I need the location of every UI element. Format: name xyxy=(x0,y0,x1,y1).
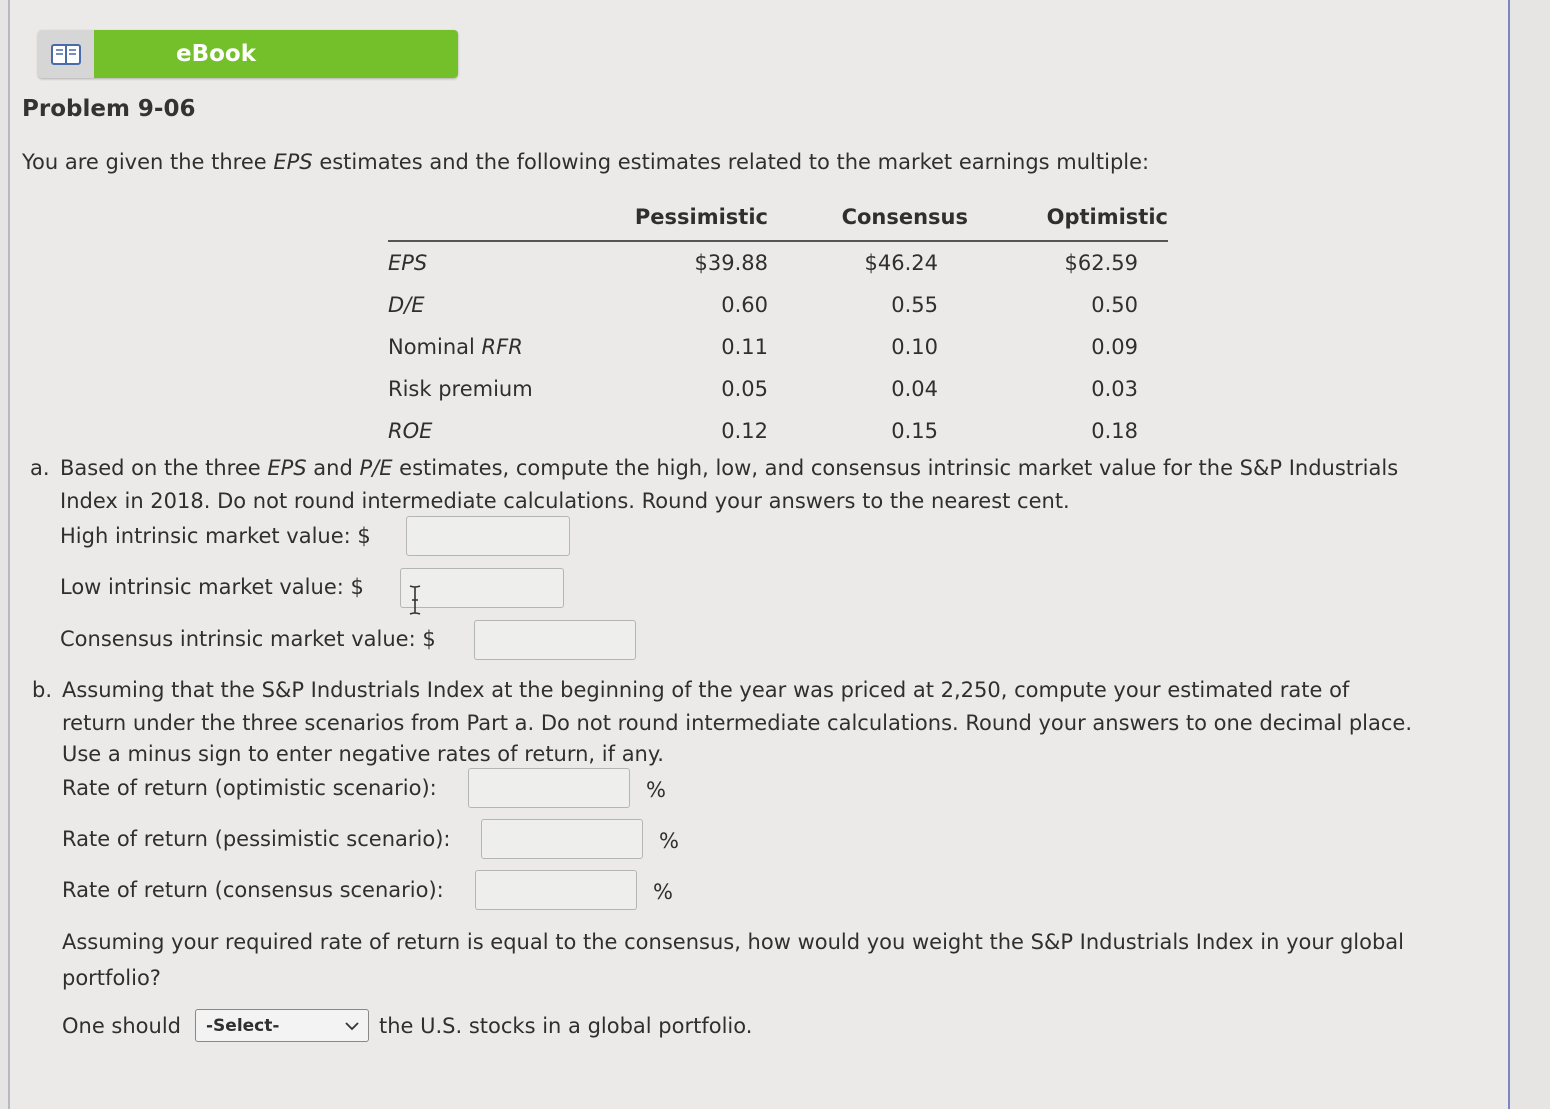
estimates-table xyxy=(388,200,1168,452)
one-should-label: One should xyxy=(62,1014,182,1038)
pessimistic-return-label: Rate of return (pessimistic scenario): xyxy=(62,827,451,851)
consensus-value-label: Consensus intrinsic market value: $ xyxy=(60,627,436,651)
high-value-input[interactable] xyxy=(406,516,570,556)
table-header-row xyxy=(388,200,1168,241)
table-cell: 0.18 xyxy=(1091,419,1138,443)
header-pessimistic: Pessimistic xyxy=(634,205,768,229)
table-cell: 0.55 xyxy=(891,293,938,317)
part-b-line2: return under the three scenarios from Part a. Do not round intermediate calculations. Round your answers to one decimal place. xyxy=(62,711,1413,735)
table-cell: $46.24 xyxy=(864,251,938,275)
table-cell: 0.50 xyxy=(1091,293,1138,317)
problem-intro: You are given the three EPS estimates and the following estimates related to the market earnings multiple: xyxy=(22,150,1150,174)
table-cell: $62.59 xyxy=(1064,251,1138,275)
chevron-down-icon xyxy=(344,1018,360,1034)
table-cell: 0.05 xyxy=(721,377,768,401)
pessimistic-percent: % xyxy=(659,829,679,853)
weight-select-value: -Select- xyxy=(206,1015,280,1036)
select-tail-text: the U.S. stocks in a global portfolio. xyxy=(379,1014,753,1038)
optimistic-percent: % xyxy=(646,778,666,802)
high-value-label: High intrinsic market value: $ xyxy=(60,524,371,548)
consensus-return-label: Rate of return (consensus scenario): xyxy=(62,878,444,902)
weight-question-line2: portfolio? xyxy=(62,966,161,990)
part-b-line1: Assuming that the S&P Industrials Index at the beginning of the year was priced at 2,250, compute your estimated rate of xyxy=(62,678,1350,702)
optimistic-return-input[interactable] xyxy=(468,768,630,808)
weight-question-line1: Assuming your required rate of return is equal to the consensus, how would you weight the S&P Industrials Index in your global xyxy=(62,930,1405,954)
consensus-percent: % xyxy=(653,880,673,904)
table-row xyxy=(388,241,1168,284)
row-label: EPS xyxy=(388,251,428,275)
header-optimistic: Optimistic xyxy=(1046,205,1168,229)
pessimistic-return-input[interactable] xyxy=(481,819,643,859)
low-value-input[interactable] xyxy=(400,568,564,608)
text-cursor-icon xyxy=(409,585,421,615)
table-row xyxy=(388,410,1168,452)
ebook-label: eBook xyxy=(94,30,458,78)
ebook-button[interactable] xyxy=(38,30,458,78)
table-row xyxy=(388,284,1168,326)
problem-title: Problem 9-06 xyxy=(22,96,196,122)
row-label: D/E xyxy=(388,293,425,317)
table-cell: 0.11 xyxy=(721,335,768,359)
part-a-line1: Based on the three EPS and P/E estimates, compute the high, low, and consensus intrinsic market value for the S&P Industrials xyxy=(60,456,1399,480)
consensus-value-input[interactable] xyxy=(474,620,636,660)
header-consensus: Consensus xyxy=(841,205,968,229)
book-icon xyxy=(38,30,94,78)
table-cell: 0.09 xyxy=(1091,335,1138,359)
table-row xyxy=(388,368,1168,410)
consensus-return-input[interactable] xyxy=(475,870,637,910)
part-b-prefix: b. xyxy=(32,678,53,702)
low-value-label: Low intrinsic market value: $ xyxy=(60,575,364,599)
row-label: ROE xyxy=(388,419,433,443)
table-cell: 0.03 xyxy=(1091,377,1138,401)
part-a-line2: Index in 2018. Do not round intermediate calculations. Round your answers to the nearest cent. xyxy=(60,489,1070,513)
part-b-line3: Use a minus sign to enter negative rates of return, if any. xyxy=(62,742,664,766)
part-a-prefix: a. xyxy=(30,456,50,480)
table-cell: 0.10 xyxy=(891,335,938,359)
row-label: Nominal RFR xyxy=(388,335,523,359)
weight-select[interactable] xyxy=(195,1009,369,1042)
table-cell: 0.15 xyxy=(891,419,938,443)
row-label: Risk premium xyxy=(388,377,533,401)
table-cell: 0.60 xyxy=(721,293,768,317)
optimistic-return-label: Rate of return (optimistic scenario): xyxy=(62,776,437,800)
table-row xyxy=(388,326,1168,368)
table-cell: $39.88 xyxy=(694,251,768,275)
table-cell: 0.12 xyxy=(721,419,768,443)
table-cell: 0.04 xyxy=(891,377,938,401)
